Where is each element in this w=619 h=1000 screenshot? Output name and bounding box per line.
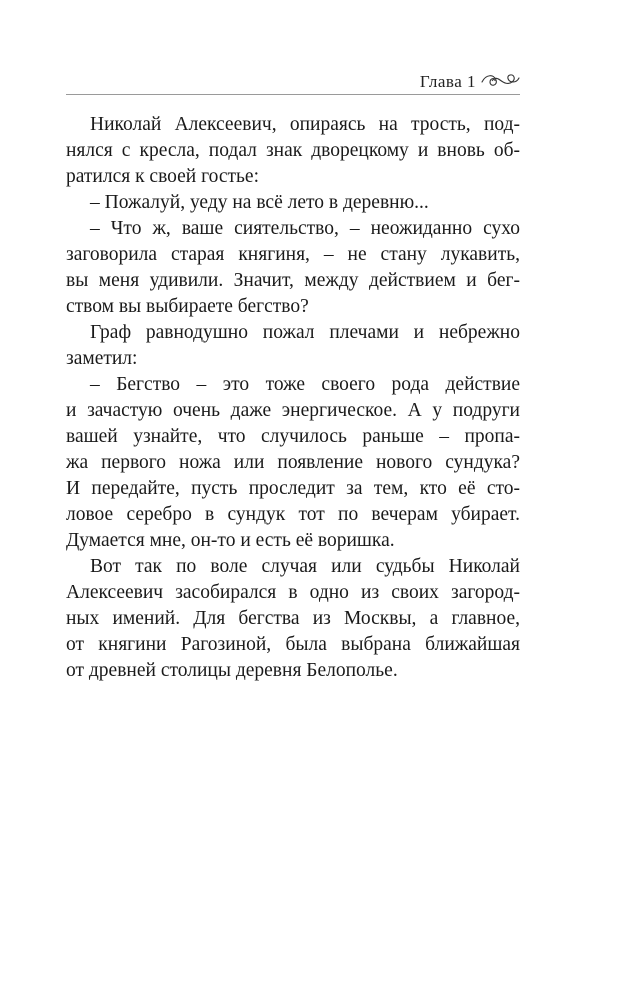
text-line: от княгини Рагозиной, была выбрана ближайшая bbox=[66, 634, 520, 655]
text-line: ратился к своей гостье: bbox=[66, 166, 260, 187]
running-header bbox=[66, 64, 520, 95]
text-line: И передайте, пусть проследит за тем, кто её сто- bbox=[66, 478, 520, 499]
text-line: заметил: bbox=[66, 348, 138, 369]
text-line: вашей узнайте, что случилось раньше – пропа- bbox=[66, 426, 520, 447]
text-line: – Пожалуй, уеду на всё лето в деревню... bbox=[90, 192, 429, 213]
text-line: Николай Алексеевич, опираясь на трость, под- bbox=[90, 114, 520, 135]
text-line: вы меня удивили. Значит, между действием и бег- bbox=[66, 270, 520, 291]
text-line: нялся с кресла, подал знак дворецкому и вновь об- bbox=[66, 140, 520, 161]
text-line: Вот так по воле случая или судьбы Николай bbox=[90, 556, 520, 577]
text-line: и зачастую очень даже энергическое. А у подруги bbox=[66, 400, 520, 421]
text-line: ных имений. Для бегства из Москвы, а главное, bbox=[66, 608, 520, 629]
text-line: ловое серебро в сундук тот по вечерам убирает. bbox=[66, 504, 520, 525]
text-line: Граф равнодушно пожал плечами и небрежно bbox=[90, 322, 520, 343]
text-line: заговорила старая княгиня, – не стану лукавить, bbox=[66, 244, 520, 265]
flourish-ornament-icon bbox=[480, 68, 520, 90]
body-text bbox=[66, 112, 520, 684]
text-line: жа первого ножа или появление нового сундука? bbox=[66, 452, 520, 473]
text-line: – Что ж, ваше сиятельство, – неожиданно сухо bbox=[90, 218, 520, 239]
text-line: – Бегство – это тоже своего рода действие bbox=[90, 374, 520, 395]
text-line: ством вы выбираете бегство? bbox=[66, 296, 309, 317]
text-line: Думается мне, он-то и есть её воришка. bbox=[66, 530, 395, 551]
text-line: от древней столицы деревня Белополье. bbox=[66, 660, 398, 681]
text-line: Алексеевич засобирался в одно из своих загород- bbox=[66, 582, 520, 603]
chapter-label: Глава 1 bbox=[419, 72, 476, 91]
